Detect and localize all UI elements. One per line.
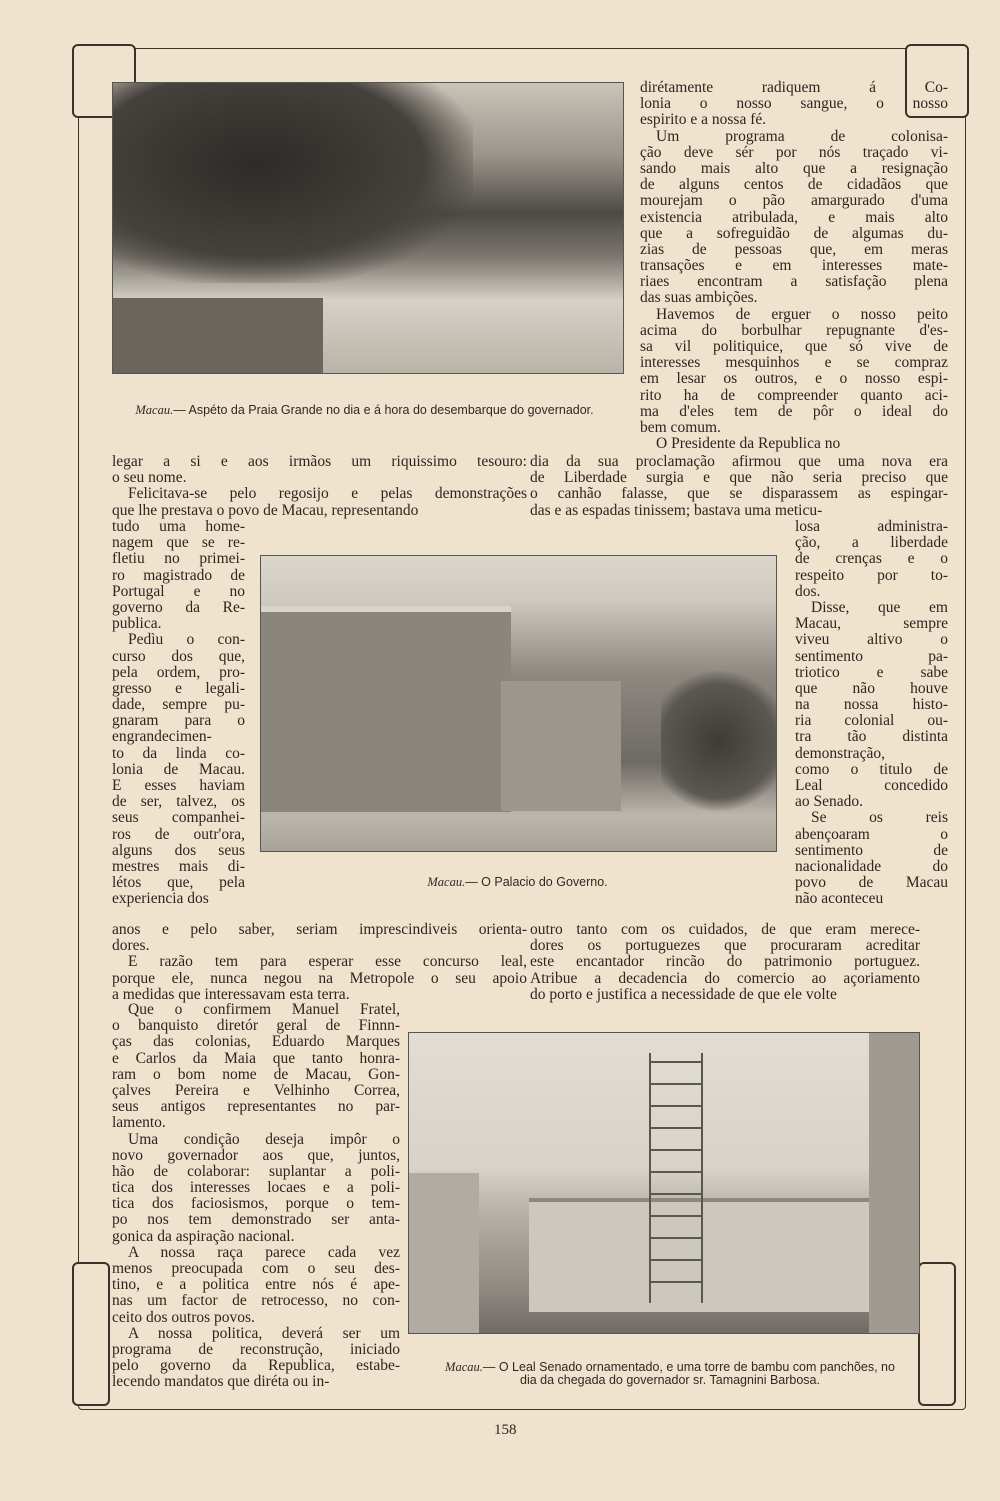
text-line: ma d'eles tem de pôr o ideal do (640, 402, 948, 420)
page-number: 158 (494, 1422, 517, 1438)
text-line: tudo uma home- (112, 518, 245, 535)
text-line: Se os reis (811, 809, 948, 827)
photo-palacio-do-governo (260, 555, 777, 852)
text-line: mestres mais di- (112, 857, 245, 875)
text-column-right-top (640, 80, 948, 452)
caption-photo3 (440, 1361, 900, 1387)
caption-place: Macau. (427, 875, 466, 889)
text-line: viveu altivo o (795, 631, 948, 649)
text-line: povo de Macau (795, 874, 948, 892)
text-line: nas um factor de retrocesso, no con- (112, 1292, 400, 1310)
text-column-right-narrow (795, 519, 948, 908)
side-ornament-bottom-right (918, 1262, 956, 1406)
text-column-left-wide-2 (112, 922, 527, 1003)
text-line: hão de colaborar: suplantar a poli- (112, 1162, 400, 1180)
text-column-right-wide-2 (530, 922, 920, 1003)
caption-text: — O Palacio do Governo. (465, 875, 608, 889)
text-line: das suas ambições. (640, 289, 758, 307)
text-line: dia da sua proclamação afirmou que uma nova era (530, 453, 948, 470)
text-line: das e as espadas tinissem; bastava uma meticu- (530, 501, 823, 519)
text-line: dirétamente radiquem á Co- (640, 79, 948, 96)
text-line: existencia atribulada, e mais alto (640, 208, 948, 226)
text-line: programa de reconstrução, iniciado (112, 1340, 400, 1358)
text-line: E razão tem para esperar esse concurso leal, (128, 953, 527, 971)
text-line: que a sofreguidão de algumas du- (640, 224, 948, 242)
text-line: dores. (112, 937, 150, 955)
text-line: nacionalidade do (795, 857, 948, 875)
text-line: Macau, sempre (795, 615, 948, 633)
text-line: lamento. (112, 1114, 166, 1132)
text-line: interesses mesquinhos e se compraz (640, 354, 948, 372)
text-line: sentimento pa- (795, 647, 948, 665)
text-line: dos. (795, 582, 821, 600)
text-line: Uma condição deseja impôr o (128, 1130, 400, 1148)
text-line: abençoaram o (795, 825, 948, 843)
text-line: curso dos que, (112, 647, 245, 665)
text-line: Felicitava-se pelo regosijo e pelas demonstrações (128, 485, 527, 503)
text-line: não aconteceu (795, 890, 884, 908)
text-line: sentimento de (795, 841, 948, 859)
text-line: o banquisto diretór geral de Finnn- (112, 1017, 400, 1035)
text-line: ceito dos outros povos. (112, 1308, 255, 1326)
text-line: ro magistrado de (112, 566, 245, 584)
text-line: pela ordem, pro- (112, 663, 245, 681)
text-line: na nossa histo- (795, 696, 948, 714)
text-line: dade, sempre pu- (112, 696, 245, 714)
text-line: zias de pessoas que, em meras (640, 240, 948, 258)
text-line: rito ha de compreender quanto aci- (640, 386, 948, 404)
text-line: tica dos faciosismos, porque o tem- (112, 1195, 400, 1213)
text-line: pelo governo da Republica, estabe- (112, 1357, 400, 1375)
text-line: ção, a liberdade (795, 534, 948, 552)
text-line: létos que, pela (112, 874, 245, 892)
photo-leal-senado (408, 1032, 920, 1334)
text-line: Pedìu o con- (128, 631, 245, 649)
text-line: sando mais alto que a resignação (640, 159, 948, 177)
text-line: mourejam o pão amargurado d'uma (640, 192, 948, 210)
text-line: menos preocupada com o seu des- (112, 1260, 400, 1277)
text-line: experiencia dos (112, 890, 209, 908)
text-line: çalves Pereira e Velhinho Correa, (112, 1081, 400, 1099)
text-line: demonstração, (795, 744, 885, 762)
text-line: Portugal e no (112, 582, 245, 600)
text-line: de Liberdade surgia e que não seria preciso que (530, 469, 948, 487)
text-line: nagem que se re- (112, 534, 245, 552)
text-line: o seu nome. (112, 469, 187, 487)
caption-text: — Aspéto da Praia Grande no dia e á hora do desembarque do governador. (173, 403, 594, 417)
text-column-left-bottom (112, 1002, 400, 1391)
text-line: Que o confirmem Manuel Fratel, (128, 1001, 400, 1018)
text-line: O Presidente da Republica no (656, 435, 841, 453)
text-line: de crenças e o (795, 550, 948, 568)
text-line: lonia de Macau. (112, 760, 245, 778)
text-line: seus antigos representantes no par- (112, 1098, 400, 1116)
text-line: ros de outr'ora, (112, 825, 245, 843)
text-line: ção deve sér por nós traçado vi- (640, 143, 948, 161)
text-line: tra tão distinta (795, 728, 948, 746)
text-line: espirito e a nossa fé. (640, 111, 767, 129)
text-line: A nossa politica, deverá ser um (128, 1324, 400, 1342)
text-line: ram o bom nome de Macau, Gon- (112, 1065, 400, 1083)
caption-place: Macau. (135, 403, 174, 417)
text-line: A nossa raça parece cada vez (128, 1243, 400, 1261)
text-column-left-wide-1 (112, 454, 527, 519)
text-line: o canhão falasse, que se disparassem as espingar- (530, 485, 948, 503)
text-line: to da linda co- (112, 744, 245, 762)
text-line: ria colonial ou- (795, 712, 948, 730)
text-line: em lesar os outros, e o nosso espi- (640, 370, 948, 388)
text-line: transações e em interesses mate- (640, 257, 948, 275)
text-line: anos e pelo saber, seriam imprescindiveis orienta- (112, 921, 527, 938)
text-line: gonica da aspiração nacional. (112, 1227, 295, 1245)
text-line: lonia o nosso sangue, o nosso (640, 95, 948, 113)
text-line: seus companhei- (112, 809, 245, 827)
text-line: Disse, que em (811, 598, 948, 616)
text-line: ao Senado. (795, 793, 864, 811)
text-line: governo da Re- (112, 598, 245, 616)
text-line: Leal concedido (795, 777, 948, 794)
text-line: publica. (112, 615, 162, 633)
text-line: tica dos interesses locaes e a poli- (112, 1179, 400, 1197)
text-line: que lhe prestava o povo de Macau, representando (112, 501, 419, 519)
text-line: po nos tem demonstrado ser anta- (112, 1211, 400, 1229)
text-line: acima do borbulhar repugnante d'es- (640, 321, 948, 339)
text-line: tino, e a politica entre nós é ape- (112, 1276, 400, 1294)
text-line: bem comum. (640, 418, 721, 436)
text-line: e Carlos da Maia que tanto honra- (112, 1049, 400, 1067)
text-line: a medidas que interessavam esta terra. (112, 985, 350, 1003)
text-line: engrandecimen- (112, 728, 212, 746)
caption-place: Macau. (445, 1360, 483, 1374)
side-ornament-bottom-left (72, 1262, 110, 1406)
text-line: gnaram para o (112, 712, 245, 730)
text-line: alguns dos seus (112, 841, 245, 859)
text-column-left-narrow (112, 519, 245, 908)
text-line: que não houve (795, 679, 948, 697)
text-line: dores os portuguezes que procuraram acreditar (530, 937, 920, 955)
photo-praia-grande (112, 82, 624, 374)
text-line: legar a si e aos irmãos um riquissimo tesouro: (112, 453, 527, 470)
text-line: E esses haviam (112, 777, 245, 794)
text-line: do porto e justifica a necessidade de que ele volte (530, 985, 837, 1003)
text-line: ças das colonias, Eduardo Marques (112, 1033, 400, 1051)
text-line: riaes encontram a satisfação plena (640, 273, 948, 291)
text-line: outro tanto com os cuidados, de que eram merece- (530, 921, 920, 938)
text-line: respeito por to- (795, 566, 948, 584)
caption-photo2 (260, 876, 775, 889)
caption-photo1 (112, 404, 617, 417)
text-line: de ser, talvez, os (112, 793, 245, 811)
text-line: Um programa de colonisa- (656, 127, 948, 145)
text-line: sa vil politiquice, que só vive de (640, 338, 948, 355)
text-line: Havemos de erguer o nosso peito (656, 305, 948, 323)
caption-text: — O Leal Senado ornamentado, e uma torre de bambu com panchões, no dia da chegada do governador sr. Tamagnini Barbosa. (482, 1360, 895, 1387)
text-line: losa administra- (795, 518, 948, 535)
text-line: porque ele, nunca negou na Metropole o seu apoio (112, 969, 527, 987)
text-column-right-wide-1 (530, 454, 948, 519)
text-line: novo governador aos que, juntos, (112, 1146, 400, 1164)
text-line: de alguns centos de cidadãos que (640, 176, 948, 194)
text-line: lecendo mandatos que diréta ou in- (112, 1373, 330, 1391)
text-line: triotico e sabe (795, 663, 948, 681)
text-line: gresso e legali- (112, 679, 245, 697)
text-line: como o titulo de (795, 760, 948, 778)
text-line: Atribue a decadencia do comercio ao açoriamento (530, 969, 920, 987)
text-line: fletiu no primei- (112, 550, 245, 568)
text-line: este encantador rincão do patrimonio portuguez. (530, 953, 920, 971)
